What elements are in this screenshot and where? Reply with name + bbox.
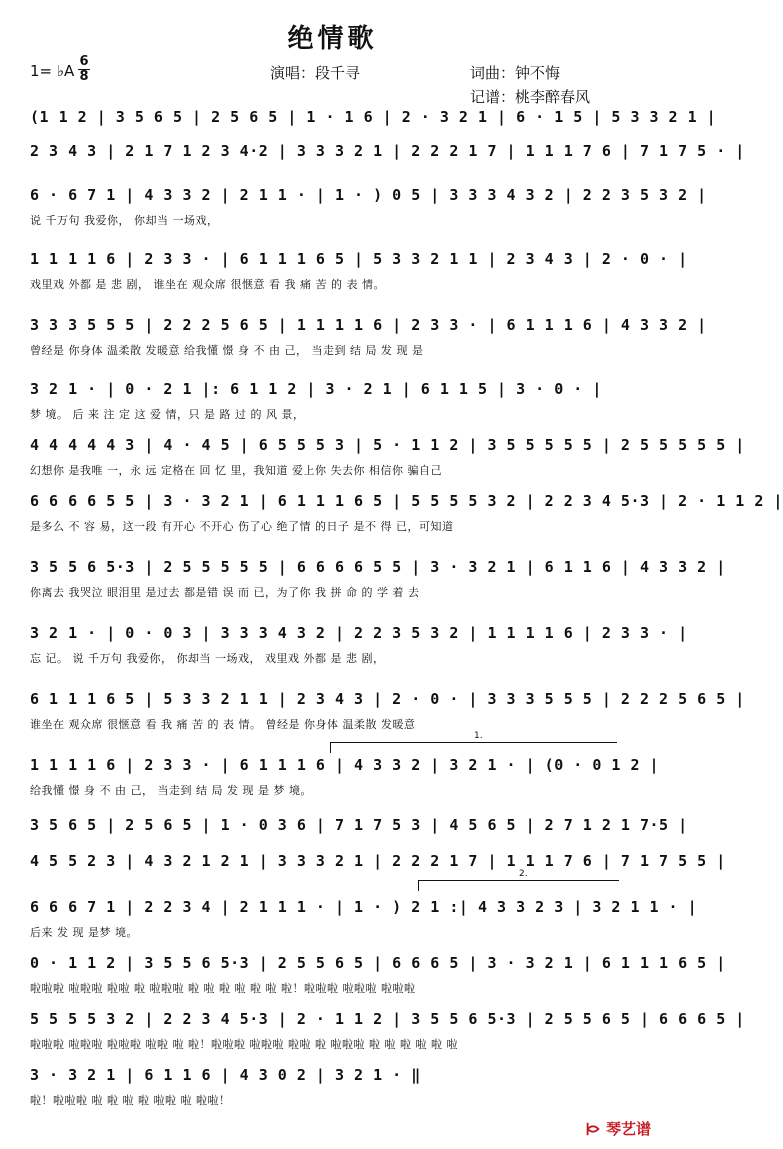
notation-line: (1 1 2 | 3 5 6 5 | 2 5 6 5 | 1 · 1 6 | 2 · 3 2 1 | 6 · 1 5 | 5 3 3 2 1 |	[30, 108, 717, 126]
volta-number-2: 2.	[519, 869, 528, 879]
lyric-line: 戏里戏 外都 是 悲 剧， 谁坐在 观众席 很惬意 看 我 痛 苦 的 表 情。	[30, 278, 385, 291]
time-numerator: 6	[79, 54, 89, 69]
lyric-line: 梦 境。 后 来 注 定 这 爱 情，只 是 路 过 的 风 景，	[30, 408, 305, 421]
music-note-icon	[584, 1120, 602, 1138]
lyric-line: 啦啦啦 啦啦啦 啦啦 啦 啦啦啦 啦 啦 啦 啦 啦 啦 啦！啦啦啦 啦啦啦 啦啦啦	[30, 982, 416, 995]
lyric-line: 啦！啦啦啦 啦 啦 啦 啦 啦啦 啦 啦啦！	[30, 1094, 231, 1107]
notation-line: 1 1 1 1 6 | 2 3 3 · | 6 1 1 1 6 | 4 3 3 2 | 3 2 1 · | (0 · 0 1 2 |	[30, 756, 660, 774]
notation-line: 6 6 6 6 5 5 | 3 · 3 2 1 | 6 1 1 1 6 5 | 5 5 5 5 3 2 | 2 2 3 4 5·3 | 2 · 1 1 2 |	[30, 492, 783, 510]
notation-line: 3 2 1 · | 0 · 2 1 |: 6 1 1 2 | 3 · 2 1 | 6 1 1 5 | 3 · 0 · |	[30, 380, 602, 398]
lyric-line: 谁坐在 观众席 很惬意 看 我 痛 苦 的 表 情。 曾经是 你身体 温柔散 发暖意	[30, 718, 416, 731]
page-title: 绝情歌	[287, 24, 378, 54]
volta-number-1: 1.	[474, 731, 483, 741]
lyric-line: 你离去 我哭泣 眼泪里 是过去 都是错 误 而 已，为了你 我 拼 命 的 学 着 去	[30, 586, 420, 599]
lyric-line: 是多么 不 容 易，这一段 有开心 不开心 伤了心 绝了情 的日子 是不 得 已，可知道	[30, 520, 454, 533]
notation-line: 3 3 3 5 5 5 | 2 2 2 5 6 5 | 1 1 1 1 6 | 2 3 3 · | 6 1 1 1 6 | 4 3 3 2 |	[30, 316, 707, 334]
lyric-line: 说 千万句 我爱你， 你却当 一场戏，	[30, 214, 219, 227]
brand-logo[interactable]	[584, 1118, 651, 1139]
notation-line: 3 · 3 2 1 | 6 1 1 6 | 4 3 0 2 | 3 2 1 · ‖	[30, 1066, 421, 1084]
notation-line: 6 6 6 7 1 | 2 2 3 4 | 2 1 1 1 · | 1 · ) 2 1 :| 4 3 3 2 3 | 3 2 1 1 · |	[30, 898, 698, 916]
notation-line: 5 5 5 5 3 2 | 2 2 3 4 5·3 | 2 · 1 1 2 | 3 5 5 6 5·3 | 2 5 5 6 5 | 6 6 6 5 |	[30, 1010, 745, 1028]
transcriber-credit: 记谱：桃李醉春风	[470, 88, 591, 106]
notation-line: 4 5 5 2 3 | 4 3 2 1 2 1 | 3 3 3 2 1 | 2 2 2 1 7 | 1 1 1 7 6 | 7 1 7 5 5 |	[30, 852, 726, 870]
key-signature: 1= ♭A	[30, 62, 75, 80]
notation-line: 3 5 6 5 | 2 5 6 5 | 1 · 0 3 6 | 7 1 7 5 3 | 4 5 6 5 | 2 7 1 2 1 7·5 |	[30, 816, 688, 834]
lyric-line: 啦啦啦 啦啦啦 啦啦啦 啦啦 啦 啦！啦啦啦 啦啦啦 啦啦 啦 啦啦啦 啦 啦 啦 啦 啦 啦	[30, 1038, 458, 1051]
lyric-line: 后来 发 现 是梦 境。	[30, 926, 138, 939]
time-denominator: 8	[79, 69, 89, 84]
singer-credit: 演唱：段千寻	[270, 64, 361, 82]
notation-line: 6 1 1 1 6 5 | 5 3 3 2 1 1 | 2 3 4 3 | 2 · 0 · | 3 3 3 5 5 5 | 2 2 2 5 6 5 |	[30, 690, 745, 708]
lyric-line: 给我懂 憬 身 不 由 己， 当走到 结 局 发 现 是 梦 境。	[30, 784, 312, 797]
brand-name: 琴艺谱	[605, 1120, 651, 1138]
notation-line: 4 4 4 4 4 3 | 4 · 4 5 | 6 5 5 5 3 | 5 · 1 1 2 | 3 5 5 5 5 5 | 2 5 5 5 5 5 |	[30, 436, 745, 454]
lyric-line: 曾经是 你身体 温柔散 发暖意 给我懂 憬 身 不 由 己， 当走到 结 局 发 现 是	[30, 344, 424, 357]
notation-line: 3 5 5 6 5·3 | 2 5 5 5 5 5 | 6 6 6 6 5 5 | 3 · 3 2 1 | 6 1 1 6 | 4 3 3 2 |	[30, 558, 726, 576]
time-signature	[78, 56, 90, 83]
notation-line: 3 2 1 · | 0 · 0 3 | 3 3 3 4 3 2 | 2 2 3 5 3 2 | 1 1 1 1 6 | 2 3 3 · |	[30, 624, 688, 642]
notation-line: 0 · 1 1 2 | 3 5 5 6 5·3 | 2 5 5 6 5 | 6 6 6 5 | 3 · 3 2 1 | 6 1 1 1 6 5 |	[30, 954, 726, 972]
notation-line: 2 3 4 3 | 2 1 7 1 2 3 4·2 | 3 3 3 2 1 | 2 2 2 1 7 | 1 1 1 7 6 | 7 1 7 5 · |	[30, 142, 745, 160]
lyric-line: 忘 记。 说 千万句 我爱你， 你却当 一场戏， 戏里戏 外都 是 悲 剧，	[30, 652, 385, 665]
volta-bracket-1	[330, 731, 617, 753]
notation-line: 6 · 6 7 1 | 4 3 3 2 | 2 1 1 · | 1 · ) 0 5 | 3 3 3 4 3 2 | 2 2 3 5 3 2 |	[30, 186, 707, 204]
lyricist-credit: 词曲：钟不悔	[470, 64, 561, 82]
lyric-line: 幻想你 是我唯 一，永 远 定格在 回 忆 里，我知道 爱上你 失去你 相信你 骗自己	[30, 464, 442, 477]
notation-line: 1 1 1 1 6 | 2 3 3 · | 6 1 1 1 6 5 | 5 3 3 2 1 1 | 2 3 4 3 | 2 · 0 · |	[30, 250, 688, 268]
volta-bracket-2	[418, 869, 619, 891]
